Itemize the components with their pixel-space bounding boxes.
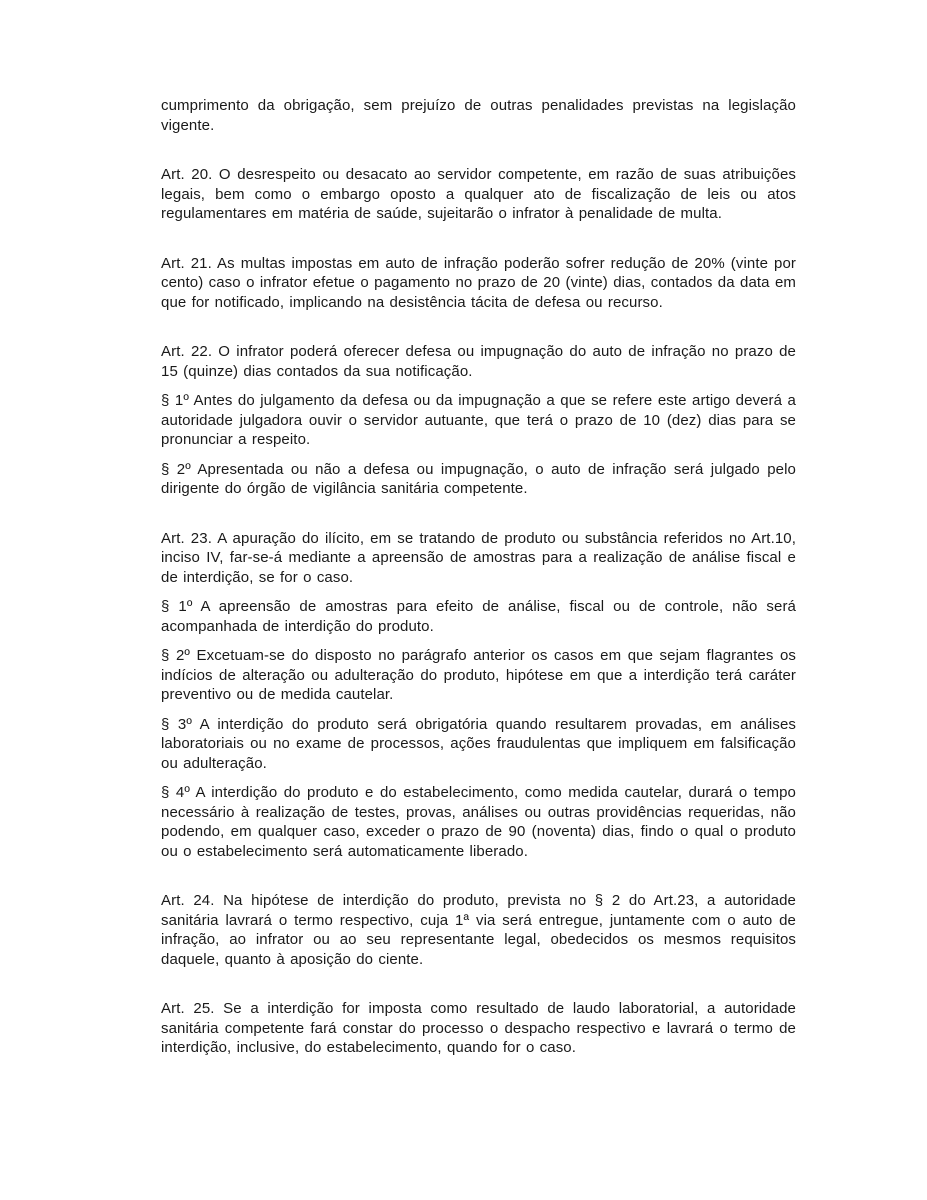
paragraph-continuation: cumprimento da obrigação, sem prejuízo de outras penalidades previstas na legislação vigente. bbox=[161, 97, 796, 134]
article-22-paragraph-1: § 1º Antes do julgamento da defesa ou da impugnação a que se refere este artigo deverá a autoridade julgadora ouvir o servidor autuante, que terá o prazo de 10 (dez) dias para se pronunciar a respeito. bbox=[161, 392, 796, 448]
article-24: Art. 24. Na hipótese de interdição do produto, prevista no § 2 do Art.23, a autoridade sanitária lavrará o termo respectivo, cuja 1ª via será entregue, juntamente com o auto de infração, ao infrator ou ao seu representante legal, obedecidos os mesmos requisitos daquele, quanto à aposição do ciente. bbox=[161, 892, 796, 968]
article-22: Art. 22. O infrator poderá oferecer defesa ou impugnação do auto de infração no prazo de 15 (quinze) dias contados da sua notificação. bbox=[161, 343, 796, 380]
article-21: Art. 21. As multas impostas em auto de infração poderão sofrer redução de 20% (vinte por cento) caso o infrator efetue o pagamento no prazo de 20 (vinte) dias, contados da data em que for notificado, implicando na desistência tácita de defesa ou recurso. bbox=[161, 254, 796, 311]
article-20: Art. 20. O desrespeito ou desacato ao servidor competente, em razão de suas atribuições legais, bem como o embargo oposto a qualquer ato de fiscalização de leis ou atos regulamentares em matéria de saúde, sujeitarão o infrator à penalidade de multa. bbox=[161, 166, 796, 222]
article-23-paragraph-2: § 2º Excetuam-se do disposto no parágrafo anterior os casos em que sejam flagrantes os indícios de alteração ou adulteração do produto, hipótese em que a interdição terá caráter preventivo ou de medida cautelar. bbox=[161, 647, 796, 703]
article-23-paragraph-1: § 1º A apreensão de amostras para efeito de análise, fiscal ou de controle, não será acompanhada de interdição do produto. bbox=[161, 598, 796, 635]
article-23-paragraph-4: § 4º A interdição do produto e do estabelecimento, como medida cautelar, durará o tempo necessário à realização de testes, provas, análises ou outras providências requeridas, não podendo, em qualquer caso, exceder o prazo de 90 (noventa) dias, findo o qual o produto ou o estabelecimento será automaticamente liberado. bbox=[161, 784, 796, 860]
article-23: Art. 23. A apuração do ilícito, em se tratando de produto ou substância referidos no Art.10, inciso IV, far-se-á mediante a apreensão de amostras para a realização de análise fiscal e de interdição, se for o caso. bbox=[161, 529, 796, 586]
article-25: Art. 25. Se a interdição for imposta como resultado de laudo laboratorial, a autoridade sanitária competente fará constar do processo o despacho respectivo e lavrará o termo de interdição, inclusive, do estabelecimento, quando for o caso. bbox=[161, 1000, 796, 1056]
article-22-paragraph-2: § 2º Apresentada ou não a defesa ou impugnação, o auto de infração será julgado pelo dirigente do órgão de vigilância sanitária competente. bbox=[161, 460, 796, 497]
article-23-paragraph-3: § 3º A interdição do produto será obrigatória quando resultarem provadas, em análises laboratoriais ou no exame de processos, ações fraudulentas que impliquem em falsificação ou adulteração. bbox=[161, 715, 796, 772]
legal-text-block bbox=[161, 96, 796, 1058]
